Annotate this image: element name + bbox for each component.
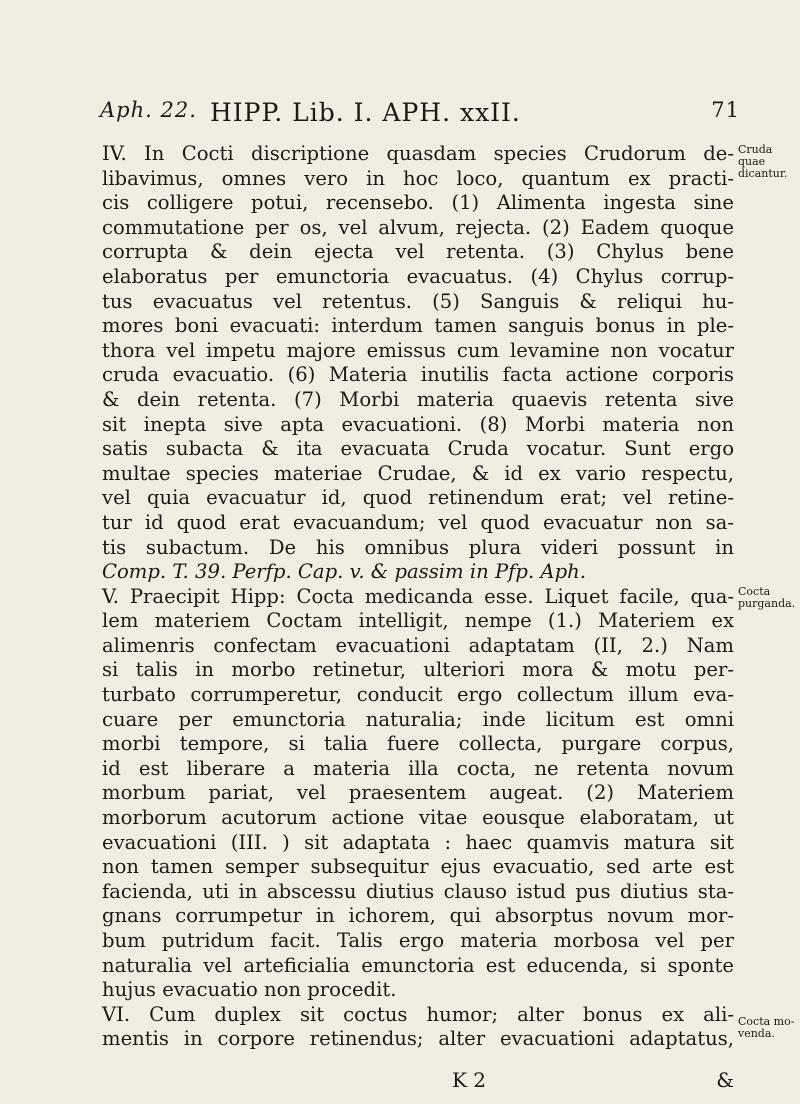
margin-note: Cocta mo- venda. [738,1015,795,1040]
text-line: Comp. T. 39. Perfp. Cap. v. & passim in Pfp. Aph. [102,560,586,584]
text-line: alimenris confectam evacuationi adaptatam (II, 2.) Nam [102,633,734,657]
text-line: bum putridum facit. Talis ergo materia morbosa vel per [102,929,734,952]
text-line: cuare per emunctoria naturalia; inde licitum est omni [102,707,734,731]
text-line: vel quia evacuatur id, quod retinendum erat; vel retine- [102,486,734,510]
text-line: VI. Cum duplex sit coctus humor; alter bonus ex ali- [102,1002,734,1026]
running-title: HIPP. Lib. I. APH. xxII. [210,98,521,127]
text-line: sit inepta sive apta evacuationi. (8) Morbi materia non [102,412,734,436]
text-line: si talis in morbo retinetur, ulteriori mora & motu per- [102,658,734,682]
text-line: naturalia vel arteficialia emunctoria est educenda, si sponte [102,953,734,977]
margin-note: Cocta purganda. [738,585,796,610]
margin-note: Cruda quae dicantur. [738,143,788,180]
text-line: elaboratus per emunctoria evacuatus. (4) Chylus corrup- [102,264,734,288]
catchword: & [716,1068,734,1092]
text-line: multae species materiae Crudae, & id ex vario respectu, [102,461,734,485]
text-line: evacuationi (III. ) sit adaptata : haec quamvis matura sit [102,830,734,854]
text-line: IV. In Cocti discriptione quasdam species Crudorum de- [102,142,734,165]
text-line: corrupta & dein ejecta vel retenta. (3) Chylus bene [102,240,734,264]
text-line: facienda, uti in abscessu diutius clauso istud pus diutius sta- [102,879,734,903]
page-footer [102,1068,734,1094]
text-line: V. Praecipit Hipp: Cocta medicanda esse. Liquet facile, qua- [102,584,734,608]
text-line: cruda evacuatio. (6) Materia inutilis facta actione corporis [102,363,734,387]
text-line: cis colligere potui, recensebo. (1) Alimenta ingesta sine [102,191,734,215]
text-line: mores boni evacuati: interdum tamen sanguis bonus in ple- [102,314,734,338]
text-line: commutatione per os, vel alvum, rejecta. (2) Eadem quoque [102,215,734,239]
text-line: thora vel impetu majore emissus cum levamine non vocatur [102,338,734,362]
text-line: lem materiem Coctam intelligit, nempe (1.) Materiem ex [102,609,734,633]
text-line: morbi tempore, si talia fuere collecta, purgare corpus, [102,732,734,756]
text-line: libavimus, omnes vero in hoc loco, quantum ex practi- [102,166,734,190]
text-line: morborum acutorum actione vitae eousque elaboratam, ut [102,806,734,830]
text-line: tus evacuatus vel retentus. (5) Sanguis & reliqui hu- [102,289,734,313]
page-number: 71 [711,98,740,122]
text-line: non tamen semper subsequitur ejus evacuatio, sed arte est [102,855,734,879]
aphorism-reference: Aph. 22. [100,98,197,122]
text-line: satis subacta & ita evacuata Cruda vocatur. Sunt ergo [102,437,734,461]
text-line: gnans corrumpetur in ichorem, qui absorptus novum mor- [102,904,734,928]
text-line: tur id quod erat evacuandum; vel quod evacuatur non sa- [102,510,734,534]
signature-mark: K 2 [452,1068,487,1092]
running-header [100,98,740,134]
text-line: mentis in corpore retinendus; alter evacuationi adaptatus, [102,1027,734,1051]
text-line: & dein retenta. (7) Morbi materia quaevis retenta sive [102,387,734,411]
text-line: morbum pariat, vel praesentem augeat. (2) Materiem [102,781,734,805]
body-text [102,142,734,1052]
text-line: id est liberare a materia illa cocta, ne retenta novum [102,756,734,780]
text-line: tis subactum. De his omnibus plura videri possunt in [102,535,734,559]
text-line: turbato corrumperetur, conducit ergo collectum illum eva- [102,683,734,707]
text-line: hujus evacuatio non procedit. [102,978,397,1002]
